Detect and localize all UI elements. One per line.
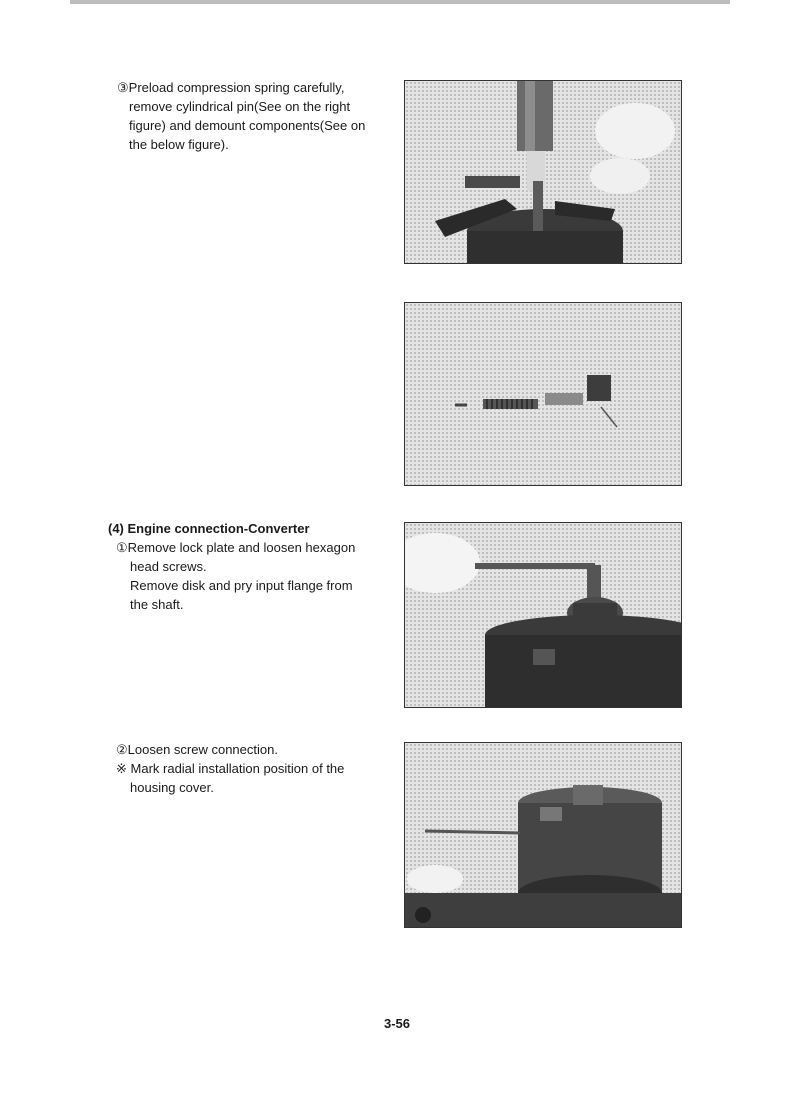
components-illustration (405, 303, 681, 485)
housing-illustration (405, 743, 681, 927)
step3-line: figure) and demount components(See on (129, 118, 366, 133)
section4-step1-text (108, 519, 378, 614)
step1-line: Remove disk and pry input flange from (130, 578, 353, 593)
step2-line: housing cover. (130, 780, 214, 795)
step1-line: ①Remove lock plate and loosen hexagon (116, 540, 356, 555)
photo-demounted-components (404, 302, 682, 486)
step3-line: the below figure). (129, 137, 229, 152)
section4-step2-text (116, 740, 376, 797)
step2-line: ※ Mark radial installation position of the (116, 761, 345, 776)
step3-line: ③Preload compression spring carefully, (117, 80, 345, 95)
flange-illustration (405, 523, 681, 707)
step3-line: remove cylindrical pin(See on the right (129, 99, 351, 114)
press-illustration (405, 81, 681, 263)
photo-input-flange (404, 522, 682, 708)
step1-line: the shaft. (130, 597, 184, 612)
photo-preload-spring (404, 80, 682, 264)
step1-line: head screws. (130, 559, 207, 574)
section-heading: (4) Engine connection-Converter (108, 521, 310, 536)
step2-line: ②Loosen screw connection. (116, 742, 278, 757)
photo-housing-cover (404, 742, 682, 928)
step3-text (117, 78, 377, 154)
scan-top-edge (70, 0, 730, 4)
page-number: 3-56 (383, 1016, 411, 1031)
